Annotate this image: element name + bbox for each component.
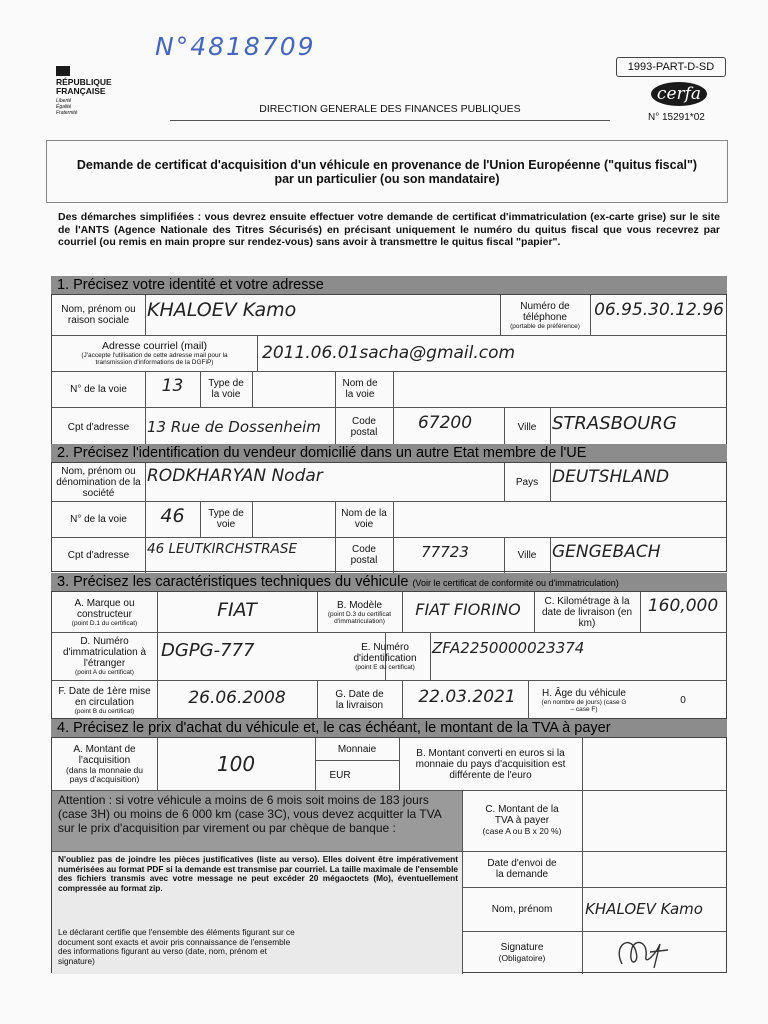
cerfa-logo bbox=[651, 82, 707, 106]
section2-header: 2. Précisez l'identification du vendeur domicilié dans un autre Etat membre de l'UE bbox=[51, 444, 727, 462]
s3-d-label-cell bbox=[52, 632, 157, 680]
rf-motto-egalite: Égalité bbox=[56, 104, 72, 110]
s4-sig-label: Signature bbox=[500, 941, 544, 953]
s3-e-value[interactable]: ZFA2250000023374 bbox=[432, 639, 585, 657]
s3-h-sub: (en nombre de jours) (case G – case F) bbox=[541, 698, 627, 713]
s3-d-label: D. Numéro d'immatriculation à l'étranger bbox=[62, 636, 147, 669]
s3-h-value[interactable]: 0 bbox=[680, 694, 686, 706]
s3-f-sub: (point B du certificat) bbox=[74, 707, 135, 715]
section3-header bbox=[51, 573, 727, 591]
s1-cpt-value[interactable]: 13 Rue de Dossenheim bbox=[147, 418, 321, 436]
s1-type-label: Type de la voie bbox=[208, 378, 244, 400]
s3-g-label: G. Date de la livraison bbox=[335, 689, 384, 711]
s3-h-label: H. Âge du véhicule bbox=[542, 687, 626, 699]
s1-name-value[interactable]: KHALOEV Kamo bbox=[147, 299, 297, 321]
s3-c-value[interactable]: 160,000 bbox=[647, 596, 719, 616]
s1-mail-label-cell bbox=[52, 335, 257, 371]
cerfa-text: cerfa bbox=[656, 84, 702, 104]
s3-a-label: A. Marque ou constructeur bbox=[74, 597, 135, 620]
s4-date-label: Date d'envoi de la demande bbox=[487, 858, 557, 880]
title-line1: Demande de certificat d'acquisition d'un véhicule en provenance de l'Union Européenne ("quitus fiscal") bbox=[76, 157, 698, 172]
s4-c-sub: (case A ou B x 20 %) bbox=[482, 825, 562, 836]
s4-b-label: B. Montant converti en euros si la monnaie du pays d'acquisition est différente de l'euro bbox=[415, 747, 566, 781]
s4-monnaie-value[interactable]: EUR bbox=[329, 769, 351, 781]
signature-scribble bbox=[602, 934, 692, 972]
handwritten-form-number: N°4818709 bbox=[155, 32, 316, 61]
section4-grid bbox=[51, 737, 727, 973]
s4-c-label: C. Montant de la TVA à payer bbox=[485, 803, 559, 826]
section1-grid bbox=[51, 294, 727, 446]
s3-e-label-wrap bbox=[340, 632, 430, 680]
s3-d-sub: (point A du certificat) bbox=[75, 669, 134, 676]
rf-motto-fraternite: Fraternité bbox=[56, 110, 78, 116]
s3-e-sub: (point E du certificat) bbox=[355, 663, 415, 671]
s4-a-label: A. Montant de l'acquisition bbox=[73, 744, 136, 766]
s2-voie-label: N° de la voie bbox=[70, 513, 127, 525]
s3-title: 3. Précisez les caractéristiques techniques du véhicule bbox=[57, 574, 409, 590]
form-code: 1993-PART-D-SD bbox=[627, 61, 715, 73]
s1-voie-value[interactable]: 13 bbox=[161, 376, 184, 396]
s3-b-value[interactable]: FIAT FIORINO bbox=[415, 599, 521, 619]
s3-a-label-cell bbox=[52, 592, 157, 632]
s2-cpt-value[interactable]: 46 LEUTKIRCHSTRASE bbox=[147, 541, 297, 557]
s1-phone-label-cell bbox=[500, 295, 590, 335]
section1-header: 1. Précisez votre identité et votre adresse bbox=[51, 276, 727, 294]
rf-line1: RÉPUBLIQUE bbox=[56, 77, 112, 87]
s1-cp-label: Code postal bbox=[350, 416, 378, 438]
s1-name-label: Nom, prénom ou raison sociale bbox=[61, 304, 136, 326]
s4-note-text: N'oubliez pas de joindre les pièces justificatives (liste au verso). Elles doivent être impérativement numérisées au format PDF si la demande est transmise par courriel. La taille maximale de l'ensemble des fichiers transmis avec votre message ne peut excéder 20 mégaoctets (Mo), éventuellement compressée au format zip. bbox=[58, 854, 458, 893]
form-code-box bbox=[616, 57, 726, 77]
s3-b-label-cell bbox=[317, 592, 402, 632]
s3-c-label: C. Kilométrage à la date de livraison (en km) bbox=[541, 595, 633, 629]
s4-sig-sub: (Obligatoire) bbox=[498, 952, 546, 963]
s2-cp-value[interactable]: 77723 bbox=[421, 543, 469, 561]
s4-a-value[interactable]: 100 bbox=[216, 752, 256, 776]
s1-phone-label: Numéro de téléphone bbox=[520, 300, 570, 323]
s1-cpt-label: Cpt d'adresse bbox=[67, 421, 130, 433]
s3-g-value[interactable]: 22.03.2021 bbox=[418, 687, 516, 707]
s4-a-label-cell bbox=[52, 738, 157, 790]
s1-voie-label: N° de la voie bbox=[70, 383, 127, 395]
s2-ville-label: Ville bbox=[517, 549, 537, 561]
s3-d-value[interactable]: DGPG-777 bbox=[161, 639, 255, 661]
republique-francaise-logo bbox=[56, 66, 126, 126]
s4-a-sub: (dans la monnaie du pays d'acquisition) bbox=[65, 765, 144, 784]
s2-name-value[interactable]: RODKHARYAN Nodar bbox=[147, 466, 323, 486]
s1-ville-value[interactable]: STRASBOURG bbox=[552, 412, 677, 434]
s1-mail-label: Adresse courriel (mail) bbox=[101, 339, 208, 352]
s3-f-label-cell bbox=[52, 680, 157, 720]
s3-a-value[interactable]: FIAT bbox=[217, 599, 257, 621]
s2-nom-voie-label: Nom de la voie bbox=[341, 508, 387, 530]
s2-voie-value[interactable]: 46 bbox=[160, 505, 185, 527]
s1-nom-voie-label: Nom de la voie bbox=[342, 378, 378, 400]
s3-h-label-cell bbox=[528, 680, 640, 720]
s3-e-label: E. Numéro d'identification bbox=[353, 641, 417, 664]
s1-mail-sub: (J'accepte l'utilisation de cette adresse mail pour la transmission d'informations de la DGFiP) bbox=[81, 351, 228, 366]
s2-cp-label: Code postal bbox=[350, 544, 378, 566]
s2-pays-label: Pays bbox=[515, 476, 539, 488]
rf-line2: FRANÇAISE bbox=[56, 86, 106, 96]
s2-pays-value[interactable]: DEUTSHLAND bbox=[552, 467, 670, 487]
section4-header: 4. Précisez le prix d'achat du véhicule et, le cas échéant, le montant de la TVA à payer bbox=[51, 719, 727, 737]
s2-name-label: Nom, prénom ou dénomination de la société bbox=[56, 465, 141, 499]
cerfa-number: N° 15291*02 bbox=[648, 112, 705, 123]
title-box bbox=[46, 140, 728, 203]
section2-grid bbox=[51, 462, 727, 572]
s1-phone-sub: (portable de préférence) bbox=[510, 322, 580, 330]
s1-phone-value[interactable]: 06.95.30.12.96 bbox=[594, 300, 724, 320]
s4-nom-label: Nom, prénom bbox=[491, 903, 553, 915]
intro-text: Des démarches simplifiées : vous devrez ensuite effectuer votre demande de certificat d'immatriculation (ex-carte grise) sur le site de l'ANTS (Agence Nationale des Titres Sécurisés) en précisant uniquement le numéro du quitus fiscal que vous recevrez par courriel (ou remis en main propre sur rendez-vous) sans avoir à transmettre le quitus fiscal "papier". bbox=[58, 211, 720, 248]
s4-monnaie-label: Monnaie bbox=[337, 743, 377, 755]
direction-title: DIRECTION GENERALE DES FINANCES PUBLIQUES bbox=[259, 102, 521, 115]
title-line2: par un particulier (ou son mandataire) bbox=[274, 171, 500, 186]
s3-title-note: (Voir le certificat de conformité ou d'immatriculation) bbox=[412, 578, 619, 588]
s3-f-value[interactable]: 26.06.2008 bbox=[188, 688, 286, 708]
s4-nom-value[interactable]: KHALOEV Kamo bbox=[585, 900, 703, 918]
s3-b-sub: (point D.3 du certificat d'immatriculation) bbox=[327, 610, 392, 625]
s2-cpt-label: Cpt d'adresse bbox=[67, 549, 130, 561]
s4-c-label-cell bbox=[462, 790, 582, 850]
s4-sig-label-cell bbox=[462, 931, 582, 974]
section3-grid bbox=[51, 591, 727, 719]
s3-f-label: F. Date de 1ère mise en circulation bbox=[58, 685, 151, 708]
s1-cp-value[interactable]: 67200 bbox=[417, 413, 473, 433]
s4-attention-text: Attention : si votre véhicule a moins de 6 mois soit moins de 183 jours (case 3H) ou moins de 6 000 km (case 3C), vous devez acquitter la TVA sur le prix d'acquisition par virement ou par chèque de banque : bbox=[58, 793, 442, 835]
s3-a-sub: (point D.1 du certificat) bbox=[71, 619, 138, 627]
s2-ville-value[interactable]: GENGEBACH bbox=[552, 542, 661, 562]
s1-ville-label: Ville bbox=[517, 421, 537, 433]
direction-header-box bbox=[170, 97, 610, 121]
s4-certif-text: Le déclarant certifie que l'ensemble des éléments figurant sur ce document sont exacts et avoir pris connaissance de l'ensemble des informations figurant au verso (date, nom, prénom et signature) bbox=[58, 927, 295, 966]
s3-b-label: B. Modèle bbox=[336, 599, 383, 611]
s1-mail-value[interactable]: 2011.06.01sacha@gmail.com bbox=[262, 343, 516, 363]
s2-type-label: Type de voie bbox=[208, 508, 244, 530]
marianne-emblem bbox=[56, 66, 70, 76]
rf-motto-liberte: Liberté bbox=[56, 98, 72, 104]
